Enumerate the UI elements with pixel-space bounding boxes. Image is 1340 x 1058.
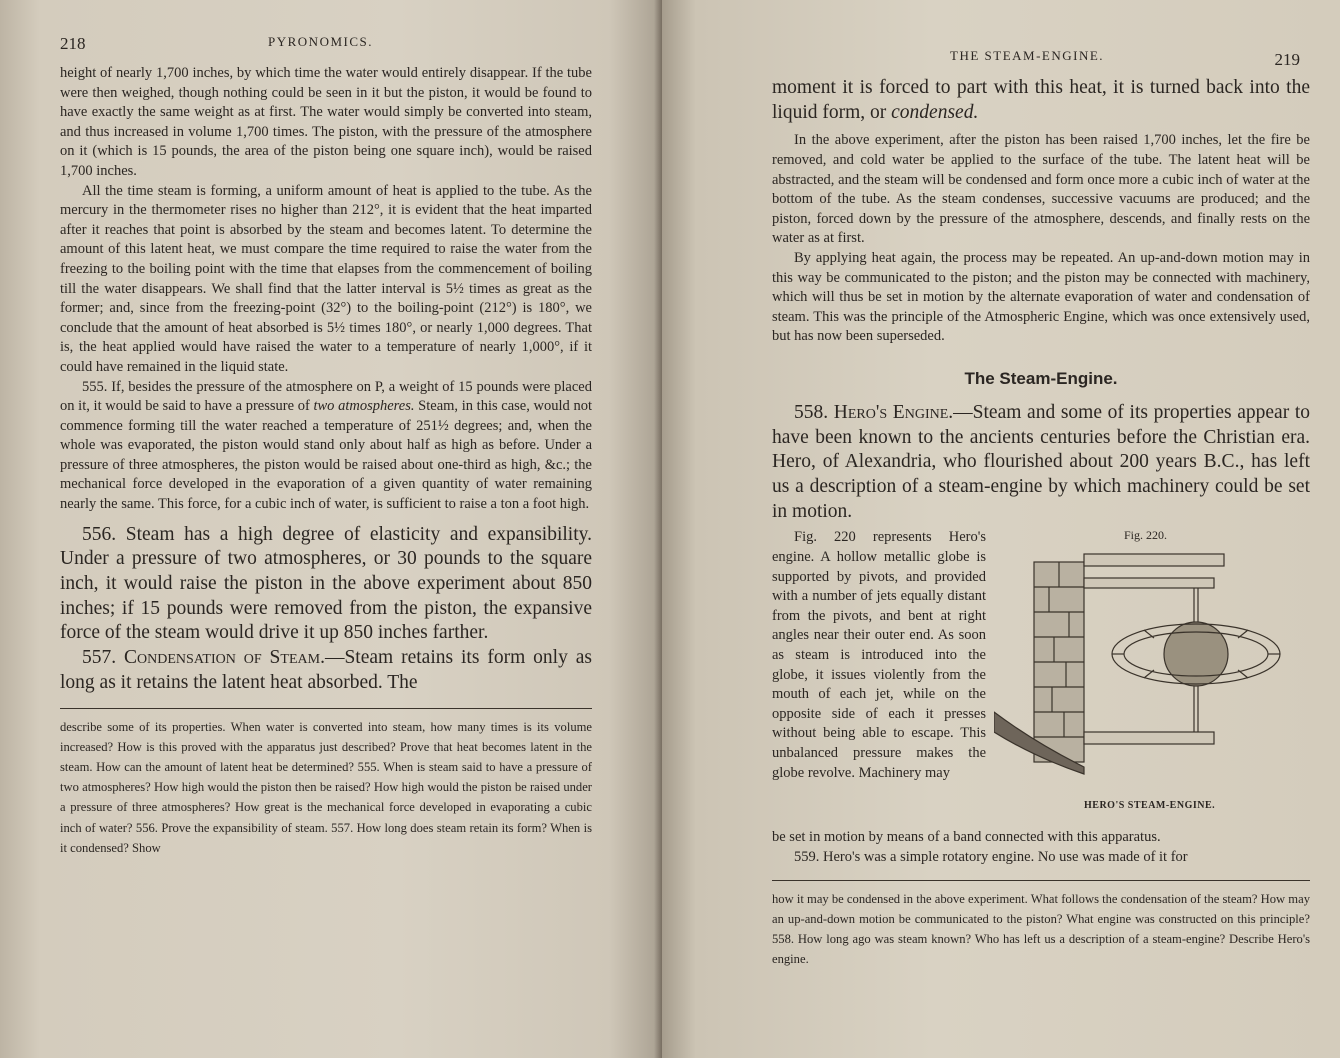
section-heading: The Steam-Engine. [964,368,1118,388]
paragraph: In the above experiment, after the piston has been raised 1,700 inches, let the fire be removed, and cold water be applied to the surface of the tube. The latent heat will be abstracted, and the steam will be condensed and form once more a cubic inch of water at the bottom of the tube. As the steam condenses, successive vacuums are produced; and the piston, forced down by the pressure of the atmosphere, descends, and finally rests on the water as at first. [772,132,1310,247]
left-page-header [60,28,592,54]
paragraph-number: 558. [794,401,834,423]
footnote-rule [772,880,1310,881]
emphasis: condensed. [891,101,979,123]
running-head: THE STEAM-ENGINE. [950,48,1105,63]
right-after-figure [772,828,1310,867]
paragraph-559: 559. Hero's was a simple rotatory engine. No use was made of it for [794,849,1188,866]
left-page [0,0,662,1058]
paragraph [772,76,1310,125]
text-run: Steam, in this case, would not commence forming till the water reached a temperature of 251½ degrees; and, when the whole was evaporated, the piston would stand only about half as high as before. Under a pressure of three atmospheres, the piston would be raised about one-third as high, &c.; the mechanical force developed in the evaporation of a given quantity of water remaining nearly the same. This force, for a cubic inch of water, is sufficient to raise a ton a foot high. [60,398,592,513]
text-run: —Steam and some of its properties appear to have been known to the ancients centuries before the Christian era. Hero, of Alexandria, who flourished about 200 years B.C., has left us a description of a steam-engine by which machinery could be set in motion. [772,401,1311,522]
questions-text: describe some of its properties. When water is converted into steam, how many times is its volume increased? How is this proved with the apparatus just described? Prove that heat becomes latent in the steam. How can the amount of latent heat be determined? 555. When is steam said to have a pressure of two atmospheres? How high would the piston then be raised? How high would the piston be raised under a pressure of three atmospheres? How great is the mechanical force developed in evaporating a cubic inch of water? 556. Prove the expansibility of steam. 557. How long does steam retain its form? When is it condensed? Show [60,719,592,855]
paragraph-555 [60,378,592,515]
page-number: 218 [60,34,86,53]
emphasis: two atmospheres. [313,398,415,415]
right-body-small [772,131,1310,347]
right-page-header [772,38,1310,69]
paragraph-title: Condensation of Steam. [124,647,325,669]
right-continuation [772,76,1310,125]
hero-engine-figure [994,528,1312,818]
paragraph: Fig. 220 represents Hero's engine. A hollow metallic globe is supported by pivots, and provided with a number of jets equally distant from the pivots, and bent at right angles near their outer end. As soon as steam is introduced into the globe, it issues violently from the mouth of each jet, while on the opposite side of each it presses without being able to escape. This unbalanced pressure makes the globe revolve. Machinery may [772,529,986,781]
text-run: 555. If, besides the pressure of the atmosphere on P, a weight of 15 pounds were placed on it, it would be said to have a pressure of [60,378,592,415]
left-body-small [60,64,592,515]
paragraph: All the time steam is forming, a uniform amount of heat is applied to the tube. As the mercury in the thermometer rises no higher than 212°, it is evident that the heat imparted after it reaches that point is absorbed by the steam and becomes latent. To determine the amount of this latent heat, we must compare the time required to raise the water from the freezing to the boiling point with the time that elapses from the commencement of boiling till the water disappears. We shall find that the latter interval is 5½ times as great as the former; and, since from the freezing-point (32°) to the boiling-point (212°) is 180°, we conclude that the amount of heat absorbed is 5½ times 180°, or nearly 1,000 degrees. That is, the heat applied would have raised the water to a temperature of nearly 1,000°, if it could have remained in the liquid state. [60,182,592,375]
text-run: —Steam retains its form only as long as it retains the latent heat absorbed. The [60,647,593,693]
figure-caption: HERO'S STEAM-ENGINE. [1084,800,1216,812]
right-questions [772,889,1310,970]
paragraph-556: 556. Steam has a high degree of elasticity and expansibility. Under a pressure of two atmospheres, or 30 pounds to the square inch, it would raise the piston in the above experiment about 850 inches; if 15 pounds were removed from the piston, the expansive force of the steam would drive it up 850 inches farther. [60,523,592,644]
left-body-large [60,523,592,696]
running-head: PYRONOMICS. [268,34,373,49]
figure-block [772,528,1310,828]
paragraph: height of nearly 1,700 inches, by which time the water would entirely disappear. If the tube were then weighed, though nothing could be seen in it but the piston, it would be found to have exactly the same weight as at first. The water would simply be converted into steam, and thus increased in volume 1,700 times. The piston, with the pressure of the atmosphere on it (which is 15 pounds, the area of the piston being one square inch), would be raised 1,700 inches. [60,65,592,179]
paragraph-title: Hero's Engine. [833,401,954,423]
paragraph: By applying heat again, the process may be repeated. An up-and-down motion may in this way be communicated to the piston; and the piston may be connected with machinery, which will thus be set in motion by the alternate evaporation of water and condensation of steam. This was the principle of the Atmospheric Engine, which was once extensively used, but has now been superseded. [772,249,1310,345]
paragraph-number: 557. [82,647,125,669]
figure-side-text [772,528,986,783]
figure-label: Fig. 220. [1124,528,1168,543]
footnote-rule [60,708,592,709]
paragraph-557 [60,646,592,695]
page-number: 219 [1274,50,1300,69]
right-body-large [772,401,1310,525]
questions-text: how it may be condensed in the above experiment. What follows the condensation of the steam? How may an up-and-down motion be communicated to the piston? What engine was constructed on this principle? 558. How long ago was steam known? Who has left us a description of a steam-engine? Describe Hero's engine. [772,891,1310,967]
paragraph-558 [772,401,1310,525]
right-page [662,0,1340,1058]
paragraph: be set in motion by means of a band connected with this apparatus. [772,829,1161,846]
text-run: moment it is forced to part with this heat, it is turned back into the liquid form, or [772,77,1310,123]
hero-engine-illustration [994,542,1312,812]
left-questions [60,717,592,858]
